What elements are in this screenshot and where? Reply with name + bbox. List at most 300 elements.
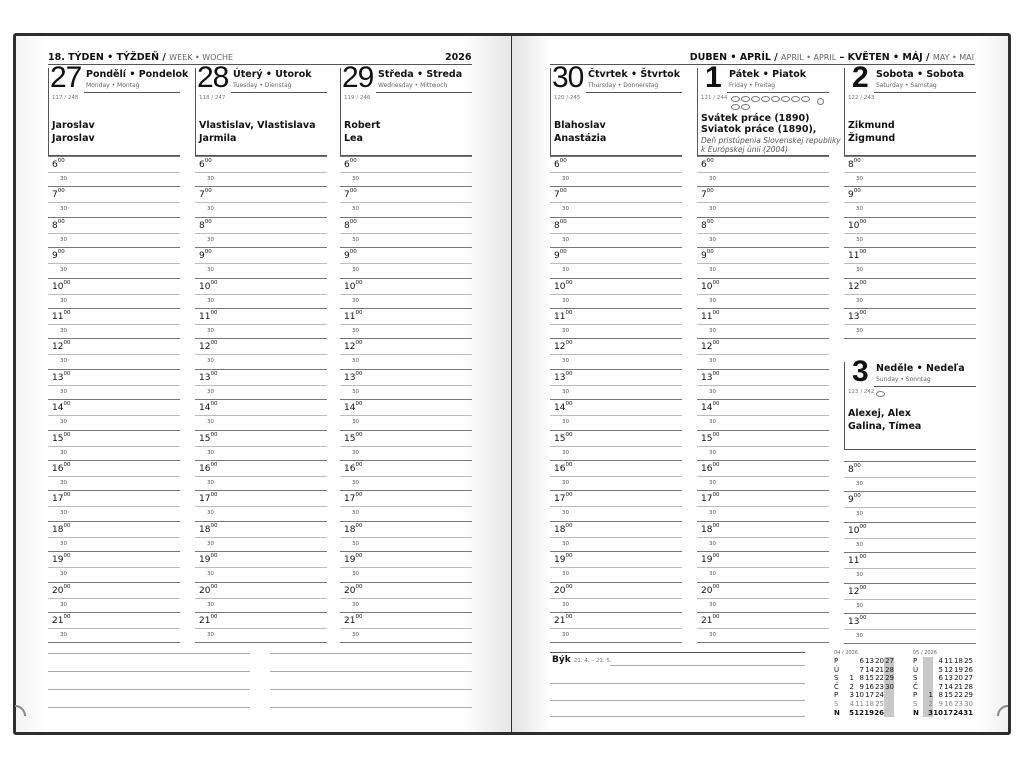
check-icon — [817, 98, 824, 105]
half-hour-label: 30 — [60, 388, 67, 395]
hour-divider — [195, 521, 327, 522]
hour-value: 18 — [554, 524, 566, 535]
hour-label — [701, 555, 719, 565]
calendar-date[interactable]: 29 — [885, 674, 894, 683]
hour-minutes: 00 — [63, 462, 71, 468]
weekday-label: Č — [913, 682, 918, 691]
holiday-name: Svátek práce (1890) — [701, 113, 810, 124]
half-hour-label: 30 — [709, 632, 716, 638]
hour-line — [48, 324, 180, 325]
hour-value: 11 — [52, 312, 64, 322]
hour-label — [554, 160, 567, 170]
hour-minutes: 00 — [210, 614, 218, 620]
half-hour-label: 30 — [856, 633, 863, 639]
half-hour-label: 30 — [709, 236, 716, 243]
day-name-foreign: Sunday • Sonntag — [876, 376, 931, 383]
half-hour-label: 30 — [207, 176, 214, 182]
calendar-date[interactable]: 3 — [923, 709, 933, 718]
hour-value: 20 — [701, 585, 713, 596]
hour-label — [199, 403, 217, 413]
day-left-border — [844, 362, 845, 450]
half-hour-label: 30 — [207, 236, 214, 243]
half-hour-label: 30 — [562, 328, 569, 334]
half-hour-label: 30 — [352, 176, 359, 182]
mini-calendar-row — [834, 700, 894, 709]
note-line[interactable] — [48, 707, 250, 708]
hour-value: 18 — [52, 524, 64, 535]
calendar-date[interactable]: 19 — [864, 708, 874, 717]
hour-value: 14 — [52, 403, 64, 414]
hour-label — [52, 370, 71, 383]
calendar-date[interactable]: 31 — [963, 708, 973, 717]
hour-value: 18 — [199, 524, 211, 535]
hour-divider — [844, 613, 976, 614]
hour-line — [697, 476, 829, 477]
hour-line — [48, 598, 180, 599]
hour-divider — [697, 642, 829, 643]
hour-label — [848, 465, 861, 475]
hour-label — [344, 279, 363, 292]
hour-line — [48, 263, 180, 264]
day-number: 2 — [852, 61, 868, 94]
hour-divider — [340, 156, 472, 157]
day-name-foreign: Tuesday • Dienstag — [233, 82, 292, 89]
hour-minutes: 00 — [63, 522, 71, 529]
hour-minutes: 00 — [712, 614, 720, 620]
hour-value: 20 — [344, 585, 356, 596]
hour-line — [48, 476, 180, 477]
half-hour-label: 30 — [207, 297, 214, 304]
calendar-date[interactable]: 10 — [855, 691, 864, 700]
calendar-date[interactable] — [923, 674, 933, 683]
hour-minutes: 00 — [559, 249, 567, 256]
calendar-date[interactable]: 23 — [954, 699, 963, 708]
hour-minutes: 00 — [204, 218, 212, 225]
half-hour-label: 30 — [60, 449, 67, 456]
hour-value: 8 — [701, 220, 707, 231]
hour-value: 6 — [52, 160, 58, 170]
country-badge-icon — [781, 96, 790, 102]
calendar-date[interactable]: 15 — [944, 691, 953, 700]
calendar-date[interactable]: 12 — [854, 708, 864, 717]
hour-line — [844, 202, 976, 203]
calendar-date[interactable]: 3 — [849, 691, 854, 700]
hour-value: 8 — [848, 465, 854, 475]
calendar-date[interactable]: 5 — [938, 665, 943, 674]
hour-divider — [48, 247, 180, 248]
day-number: 1 — [705, 61, 721, 94]
calendar-date[interactable]: 16 — [865, 682, 874, 691]
hour-divider — [550, 217, 682, 218]
note-line[interactable] — [48, 653, 250, 654]
hour-divider — [195, 460, 327, 461]
hour-minutes: 00 — [57, 249, 65, 256]
notes-rule — [550, 652, 805, 653]
calendar-date[interactable]: 1 — [923, 691, 933, 700]
day-name-rule — [727, 92, 829, 93]
holiday-icon — [876, 391, 886, 399]
hour-divider — [48, 521, 180, 522]
half-hour-label: 30 — [562, 601, 569, 608]
calendar-date[interactable]: 10 — [933, 708, 943, 717]
day-of-year-count: 118 / 247 — [199, 95, 226, 101]
calendar-date[interactable] — [884, 709, 894, 718]
hour-value: 6 — [554, 160, 560, 170]
hour-minutes: 00 — [706, 188, 714, 195]
hour-value: 10 — [554, 281, 566, 292]
hour-label — [848, 160, 861, 170]
month-may: KVĚTEN • MÁJ / — [847, 52, 930, 63]
note-line[interactable] — [550, 683, 805, 684]
calendar-date[interactable]: 19 — [954, 665, 963, 674]
hour-divider — [340, 460, 472, 461]
hour-value: 15 — [52, 433, 64, 444]
hour-divider — [195, 308, 327, 309]
calendar-date[interactable] — [884, 700, 894, 709]
hour-minutes: 00 — [349, 188, 357, 195]
weekday-label: S — [913, 699, 918, 708]
hour-line — [697, 385, 829, 386]
hour-label — [554, 522, 573, 535]
half-hour-label: 30 — [709, 601, 716, 608]
calendar-date[interactable] — [923, 683, 933, 692]
hour-label — [52, 342, 70, 352]
calendar-date[interactable]: 11 — [855, 699, 864, 708]
hour-divider — [195, 217, 327, 218]
hour-value: 13 — [52, 372, 64, 383]
hour-minutes: 00 — [565, 310, 573, 316]
hour-line — [48, 294, 180, 295]
hour-divider — [195, 156, 327, 157]
calendar-date[interactable]: 14 — [944, 682, 953, 691]
calendar-date[interactable]: 26 — [964, 665, 973, 674]
hour-divider — [340, 642, 472, 643]
country-badge-icon — [791, 96, 800, 102]
calendar-date[interactable]: 8 — [938, 691, 943, 700]
note-line[interactable] — [270, 671, 472, 672]
mini-calendar-title: 05 / 2026 — [913, 650, 937, 656]
half-hour-label: 30 — [856, 572, 863, 579]
hour-line — [340, 233, 472, 234]
weekday-label: N — [913, 708, 919, 717]
hour-label — [848, 251, 866, 261]
hour-minutes: 00 — [712, 310, 720, 316]
calendar-date[interactable] — [884, 691, 894, 700]
hour-minutes: 00 — [204, 158, 212, 164]
half-hour-label: 30 — [207, 601, 214, 608]
hour-divider — [550, 460, 682, 461]
hour-label — [701, 616, 719, 626]
mini-calendar-row — [834, 709, 894, 718]
calendar-date[interactable]: 28 — [964, 682, 973, 691]
hour-divider — [697, 460, 829, 461]
hour-minutes: 00 — [712, 583, 720, 590]
calendar-date[interactable] — [844, 666, 854, 675]
calendar-date[interactable]: 2 — [923, 700, 933, 709]
hour-label — [701, 522, 720, 535]
hour-minutes: 00 — [859, 615, 867, 621]
day-number: 30 — [552, 61, 584, 94]
hour-minutes: 00 — [859, 218, 867, 225]
name-day: Jarmila — [199, 133, 237, 144]
name-day: Anastázia — [554, 133, 607, 144]
half-hour-label: 30 — [352, 571, 359, 578]
calendar-date[interactable]: 6 — [938, 674, 943, 683]
note-line[interactable] — [550, 716, 805, 717]
day-number: 27 — [50, 61, 82, 94]
hour-line — [697, 567, 829, 568]
calendar-date[interactable]: 7 — [859, 665, 864, 674]
hour-line — [697, 354, 829, 355]
half-hour-label: 30 — [562, 358, 569, 365]
hour-label — [701, 464, 719, 474]
calendar-date[interactable]: 28 — [885, 665, 894, 674]
half-hour-label: 30 — [856, 511, 863, 518]
hour-label — [701, 403, 719, 413]
zodiac-sign — [552, 655, 612, 666]
hour-line — [697, 263, 829, 264]
calendar-date[interactable]: 8 — [859, 674, 864, 683]
half-hour-label: 30 — [352, 358, 359, 365]
note-line[interactable] — [270, 653, 472, 654]
calendar-date[interactable]: 9 — [938, 699, 943, 708]
hour-line — [697, 202, 829, 203]
note-line[interactable] — [550, 700, 805, 701]
hour-value: 20 — [52, 585, 64, 596]
half-hour-label: 30 — [856, 602, 863, 609]
half-hour-label: 30 — [60, 510, 67, 517]
calendar-date[interactable]: 14 — [865, 665, 874, 674]
hour-label — [344, 583, 363, 596]
calendar-date[interactable]: 22 — [954, 691, 963, 700]
hour-label — [52, 494, 70, 504]
hour-minutes: 00 — [565, 340, 573, 347]
calendar-date[interactable]: 24 — [875, 691, 884, 700]
hour-line — [697, 233, 829, 234]
hour-minutes: 00 — [63, 310, 71, 316]
half-hour-label: 30 — [352, 328, 359, 334]
day-header-2 — [844, 0, 976, 160]
hour-minutes: 00 — [210, 310, 218, 316]
hour-label — [52, 583, 71, 596]
day-left-border — [550, 68, 551, 156]
hour-minutes: 00 — [712, 370, 720, 377]
hour-line — [195, 263, 327, 264]
hour-value: 17 — [199, 494, 211, 505]
hour-value: 11 — [344, 312, 356, 322]
calendar-date[interactable] — [923, 657, 933, 666]
calendar-date[interactable]: 26 — [874, 708, 884, 717]
calendar-date[interactable]: 17 — [865, 691, 874, 700]
hour-value: 14 — [199, 403, 211, 414]
calendar-date[interactable]: 23 — [875, 682, 884, 691]
hour-value: 11 — [848, 251, 860, 262]
calendar-date[interactable]: 29 — [964, 691, 973, 700]
hour-minutes: 00 — [63, 492, 71, 499]
calendar-date[interactable]: 11 — [944, 657, 953, 665]
calendar-date[interactable]: 4 — [938, 657, 943, 665]
day-left-border — [48, 68, 49, 156]
half-hour-label: 30 — [562, 510, 569, 517]
hour-divider — [340, 612, 472, 613]
calendar-date[interactable]: 9 — [859, 682, 864, 691]
hour-line — [550, 202, 682, 203]
calendar-date[interactable]: 15 — [865, 674, 874, 683]
mini-calendar-row — [913, 700, 973, 709]
hour-label — [199, 312, 217, 322]
calendar-date[interactable]: 13 — [944, 674, 953, 683]
half-hour-label: 30 — [60, 571, 67, 578]
half-hour-label: 30 — [709, 328, 716, 334]
day-left-border — [195, 68, 196, 156]
note-line[interactable] — [270, 707, 472, 708]
hour-minutes: 00 — [355, 583, 363, 590]
hour-value: 7 — [701, 190, 707, 201]
day-number: 28 — [197, 61, 229, 94]
day-header-27 — [48, 0, 189, 160]
hour-value: 9 — [52, 251, 58, 262]
calendar-date[interactable]: 18 — [954, 657, 963, 665]
hour-divider — [550, 642, 682, 643]
hour-label — [199, 370, 218, 383]
calendar-date[interactable]: 21 — [875, 665, 884, 674]
day-header-30 — [550, 0, 682, 160]
day-name-foreign: Saturday • Samstag — [876, 82, 937, 89]
hour-minutes: 00 — [355, 553, 363, 560]
note-line[interactable] — [48, 671, 250, 672]
mini-calendar-title: 04 / 2026 — [834, 650, 858, 656]
calendar-date[interactable]: 27 — [964, 674, 973, 683]
hour-line — [340, 354, 472, 355]
calendar-date[interactable]: 21 — [954, 682, 963, 691]
hour-minutes: 00 — [559, 218, 567, 225]
hour-minutes: 00 — [355, 370, 363, 377]
note-line[interactable] — [270, 689, 472, 690]
hour-minutes: 00 — [712, 462, 720, 468]
hour-divider — [195, 369, 327, 370]
hour-value: 17 — [554, 494, 566, 505]
hour-line — [550, 233, 682, 234]
mini-calendar-april — [834, 650, 894, 717]
hour-label — [554, 494, 572, 504]
day-name: Pondělí • Pondelok — [86, 69, 189, 80]
day-name: Neděle • Nedeľa — [876, 363, 965, 374]
calendar-date[interactable]: 13 — [865, 657, 874, 665]
hour-minutes: 00 — [210, 522, 218, 529]
name-day: Galina, Tímea — [848, 421, 922, 432]
calendar-date[interactable]: 16 — [944, 699, 953, 708]
calendar-date[interactable]: 27 — [885, 657, 894, 665]
calendar-date[interactable]: 17 — [943, 708, 953, 717]
day-of-year-count: 120 / 245 — [554, 95, 581, 101]
hour-line — [550, 506, 682, 507]
half-hour-label: 30 — [709, 358, 716, 365]
weekday-label: Ú — [913, 665, 919, 674]
hour-line — [195, 446, 327, 447]
half-hour-label: 30 — [207, 540, 214, 547]
hour-divider — [844, 643, 976, 644]
hour-line — [340, 446, 472, 447]
hour-line — [697, 172, 829, 173]
calendar-date[interactable]: 4 — [849, 699, 854, 708]
mini-calendar-row — [834, 657, 894, 666]
calendar-date[interactable]: 1 — [849, 674, 854, 683]
hour-divider — [48, 612, 180, 613]
hour-minutes: 00 — [355, 401, 363, 408]
half-hour-label: 30 — [562, 236, 569, 243]
hour-label — [554, 190, 567, 200]
calendar-date[interactable]: 6 — [859, 657, 864, 665]
hour-line — [195, 415, 327, 416]
calendar-date[interactable]: 18 — [865, 699, 874, 708]
calendar-date[interactable]: 25 — [875, 699, 884, 708]
hour-value: 16 — [199, 464, 211, 474]
day-header-28 — [195, 0, 327, 160]
hour-divider — [550, 612, 682, 613]
hour-minutes: 00 — [210, 583, 218, 590]
hour-line — [844, 263, 976, 264]
hour-line — [844, 538, 976, 539]
calendar-date[interactable]: 2 — [849, 682, 854, 691]
calendar-date[interactable]: 25 — [964, 657, 973, 665]
hour-label — [848, 584, 867, 597]
hour-divider — [340, 186, 472, 187]
calendar-date[interactable]: 22 — [875, 674, 884, 683]
weekday-label: Ú — [834, 665, 840, 674]
half-hour-label: 30 — [856, 206, 863, 213]
hour-value: 21 — [701, 616, 713, 626]
weekday-label: S — [913, 674, 918, 683]
calendar-date[interactable]: 30 — [964, 699, 973, 708]
calendar-date[interactable]: 30 — [885, 682, 894, 691]
calendar-date[interactable]: 5 — [849, 708, 854, 717]
half-hour-label: 30 — [856, 541, 863, 548]
calendar-date[interactable]: 12 — [944, 665, 953, 674]
calendar-date[interactable] — [923, 666, 933, 675]
hour-divider — [340, 217, 472, 218]
weekday-label: P — [834, 691, 839, 700]
hour-value: 8 — [52, 220, 58, 231]
note-line[interactable] — [48, 689, 250, 690]
note-line[interactable] — [610, 665, 805, 666]
mini-calendar-row — [834, 683, 894, 692]
half-hour-label: 30 — [207, 449, 214, 456]
calendar-date[interactable]: 7 — [938, 682, 943, 691]
hour-line — [697, 598, 829, 599]
hour-minutes: 00 — [853, 158, 861, 164]
hour-label — [199, 160, 212, 170]
hour-label — [199, 342, 217, 352]
hour-minutes: 00 — [210, 553, 218, 560]
hour-label — [199, 190, 212, 200]
calendar-date[interactable]: 20 — [954, 674, 963, 683]
hour-divider — [697, 612, 829, 613]
weekday-label: S — [834, 699, 839, 708]
hour-label — [199, 583, 218, 596]
hour-line — [48, 537, 180, 538]
country-badge-icon — [731, 104, 740, 110]
hour-value: 12 — [848, 586, 860, 597]
hour-value: 8 — [848, 160, 854, 170]
hour-divider — [550, 156, 682, 157]
calendar-date[interactable]: 20 — [875, 657, 884, 665]
calendar-date[interactable]: 24 — [953, 708, 963, 717]
day-name-foreign: Wednesday • Mittwoch — [378, 82, 448, 89]
half-hour-label: 30 — [709, 571, 716, 578]
hour-divider — [48, 369, 180, 370]
hour-line — [195, 476, 327, 477]
calendar-date[interactable] — [844, 657, 854, 666]
